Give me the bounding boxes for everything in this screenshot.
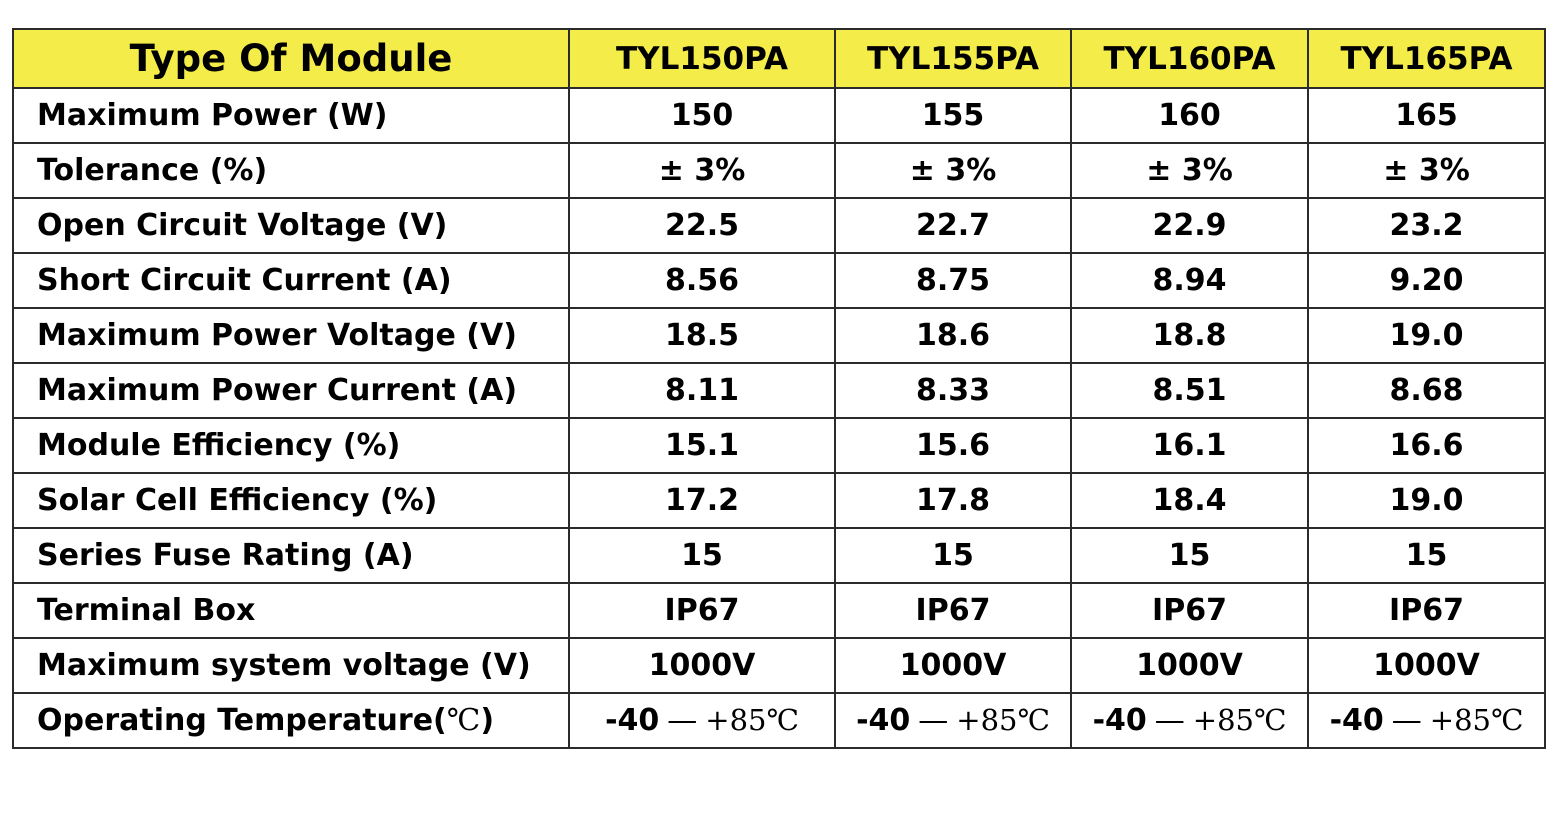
operating-temperature-label (13, 693, 569, 748)
cell-value: 8.11 (569, 363, 835, 418)
temperature-range-cell (1308, 693, 1545, 748)
temperature-separator: — (667, 703, 698, 738)
temperature-low: -40 (856, 703, 911, 738)
cell-value: 17.8 (835, 473, 1071, 528)
cell-value: ± 3% (835, 143, 1071, 198)
cell-value: 8.75 (835, 253, 1071, 308)
cell-value: 16.1 (1071, 418, 1308, 473)
cell-value: 1000V (835, 638, 1071, 693)
cell-value: 16.6 (1308, 418, 1545, 473)
cell-value: 1000V (1071, 638, 1308, 693)
cell-value: 15 (1071, 528, 1308, 583)
row-label: Terminal Box (13, 583, 569, 638)
cell-value: 15 (569, 528, 835, 583)
cell-value: 15 (1308, 528, 1545, 583)
table-row (13, 308, 1545, 363)
temperature-low: -40 (1329, 703, 1384, 738)
model-header-tyl165pa: TYL165PA (1308, 29, 1545, 88)
cell-value: 18.5 (569, 308, 835, 363)
temperature-low: -40 (1092, 703, 1147, 738)
cell-value: IP67 (1308, 583, 1545, 638)
cell-value: 22.5 (569, 198, 835, 253)
temperature-range-cell (1071, 693, 1308, 748)
table-row (13, 473, 1545, 528)
table-row (13, 418, 1545, 473)
cell-value: 19.0 (1308, 473, 1545, 528)
table-row (13, 528, 1545, 583)
type-of-module-header: Type Of Module (13, 29, 569, 88)
row-label: Series Fuse Rating (A) (13, 528, 569, 583)
cell-value: IP67 (835, 583, 1071, 638)
row-label: Open Circuit Voltage (V) (13, 198, 569, 253)
temperature-separator: — (1154, 703, 1185, 738)
cell-value: 155 (835, 88, 1071, 143)
cell-value: 22.7 (835, 198, 1071, 253)
temperature-high: +85℃ (1192, 703, 1287, 737)
cell-value: 1000V (1308, 638, 1545, 693)
row-label: Maximum Power Voltage (V) (13, 308, 569, 363)
table-header (13, 29, 1545, 88)
temperature-separator: — (1391, 703, 1422, 738)
temperature-separator: — (918, 703, 949, 738)
model-header-tyl150pa: TYL150PA (569, 29, 835, 88)
table-row (13, 253, 1545, 308)
table-row (13, 88, 1545, 143)
table-row (13, 363, 1545, 418)
cell-value: 22.9 (1071, 198, 1308, 253)
cell-value: 8.51 (1071, 363, 1308, 418)
cell-value: 15 (835, 528, 1071, 583)
table-row (13, 583, 1545, 638)
temperature-range-cell (835, 693, 1071, 748)
cell-value: 19.0 (1308, 308, 1545, 363)
model-header-tyl160pa: TYL160PA (1071, 29, 1308, 88)
temperature-label-close: ) (480, 703, 495, 738)
cell-value: 18.6 (835, 308, 1071, 363)
temperature-high: +85℃ (1429, 703, 1524, 737)
table-row (13, 143, 1545, 198)
cell-value: 8.94 (1071, 253, 1308, 308)
header-row (13, 29, 1545, 88)
temperature-label-text: Operating Temperature( (37, 703, 447, 738)
table-body (13, 88, 1545, 748)
cell-value: 18.8 (1071, 308, 1308, 363)
temperature-high: +85℃ (705, 703, 799, 737)
operating-temperature-row (13, 693, 1545, 748)
cell-value: IP67 (1071, 583, 1308, 638)
cell-value: IP67 (569, 583, 835, 638)
cell-value: ± 3% (1308, 143, 1545, 198)
row-label: Short Circuit Current (A) (13, 253, 569, 308)
table-row (13, 198, 1545, 253)
table-row (13, 638, 1545, 693)
cell-value: 165 (1308, 88, 1545, 143)
cell-value: 18.4 (1071, 473, 1308, 528)
row-label: Maximum Power Current (A) (13, 363, 569, 418)
cell-value: 160 (1071, 88, 1308, 143)
cell-value: 23.2 (1308, 198, 1545, 253)
row-label: Solar Cell Efficiency (%) (13, 473, 569, 528)
module-spec-table (12, 28, 1546, 749)
cell-value: 8.68 (1308, 363, 1545, 418)
cell-value: ± 3% (1071, 143, 1308, 198)
row-label: Maximum system voltage (V) (13, 638, 569, 693)
model-header-tyl155pa: TYL155PA (835, 29, 1071, 88)
cell-value: 8.33 (835, 363, 1071, 418)
cell-value: 8.56 (569, 253, 835, 308)
row-label: Module Efficiency (%) (13, 418, 569, 473)
cell-value: 9.20 (1308, 253, 1545, 308)
cell-value: 1000V (569, 638, 835, 693)
temperature-range-cell (569, 693, 835, 748)
cell-value: 150 (569, 88, 835, 143)
cell-value: 17.2 (569, 473, 835, 528)
celsius-unit: ℃ (446, 703, 481, 738)
cell-value: ± 3% (569, 143, 835, 198)
cell-value: 15.1 (569, 418, 835, 473)
row-label: Maximum Power (W) (13, 88, 569, 143)
row-label: Tolerance (%) (13, 143, 569, 198)
temperature-low: -40 (605, 703, 660, 738)
temperature-high: +85℃ (956, 703, 1050, 737)
cell-value: 15.6 (835, 418, 1071, 473)
